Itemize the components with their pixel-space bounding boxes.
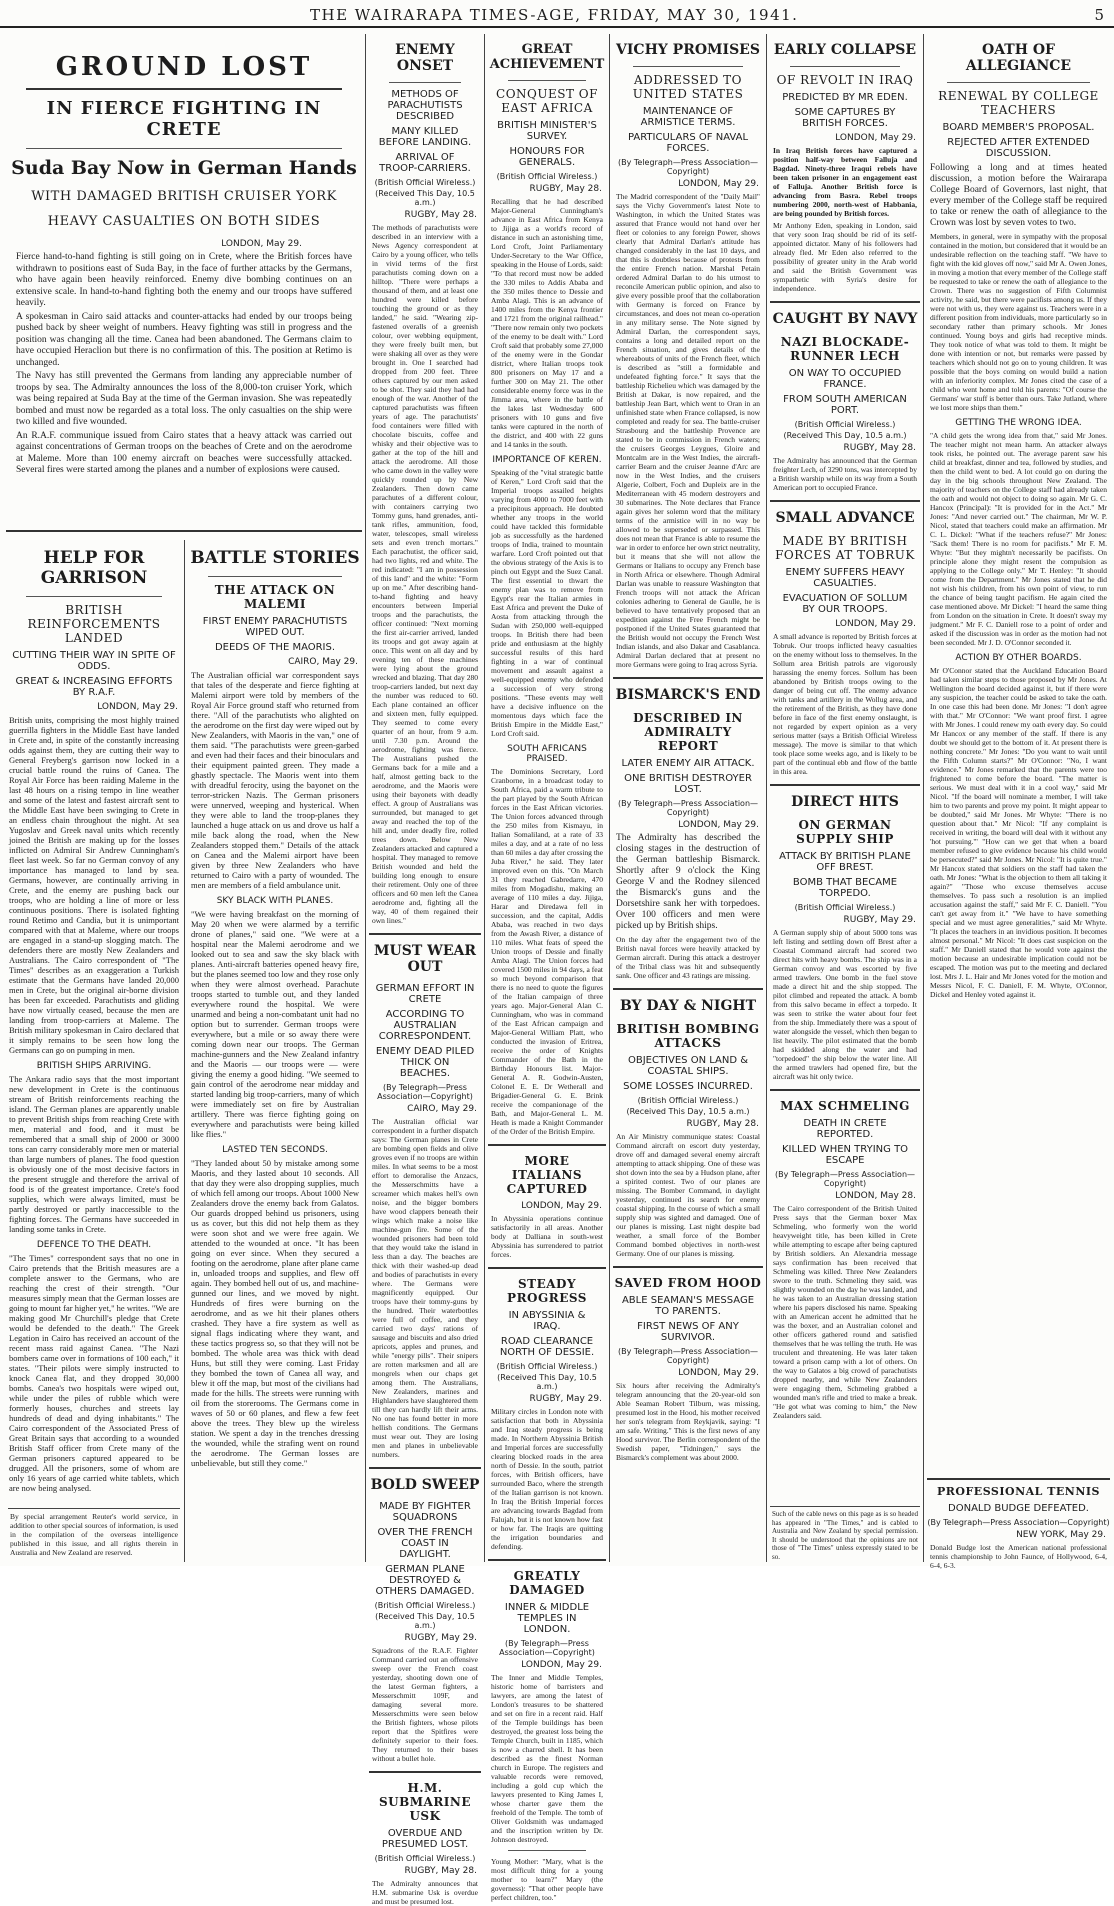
small-advance-headline: SMALL ADVANCE — [775, 510, 915, 526]
schmeling-wire: (By Telegraph—Press Association—Copyright) — [774, 1170, 916, 1188]
direct-hits-sub-2: ATTACK BY BRITISH PLANE OFF BREST. — [779, 851, 911, 873]
sweep-headline: BOLD SWEEP — [370, 1477, 480, 1493]
battle-text: The Australian official war correspondent says that tales of the desperate and fierce fighting at Malemi airport were told by members of the Royal Air Force ground staff who returned from there. "All of the parachutists who alighted on the aerodrome on the first day were wiped out by New Zealanders, with Maoris in the van," one of them said. "The parachutists were green-garbed and even had their faces and their binoculars and their equipment painted green. They made a ghastly spectacle. The Maoris went into them with dreadful ferocity, using the bayonet on the terror-stricken Nazis. The German prisoners were unnerved, weeping and hysterical. When they were able to land the troop-planes they launched a huge attack on us and drove us half a mile back along the road, when the New Zealanders stopped them." Details of the attack on Canea and the Malemi airport have been given by three New Zealanders who have returned to Cairo with a party of wounded. The men are members of a field ambulance unit. — [191, 670, 359, 890]
garrison-footnote: By special arrangement Reuter's world service, in addition to other special sources of information, is used in the compilation of the overseas intelligence published in this issue, and all rights therein in Australia and New Zealand are reserved. — [10, 1512, 178, 1557]
vichy-sub-2: MAINTENANCE OF ARMISTICE TERMS. — [640, 106, 736, 128]
oath-text-3: Mr O'Connor stated that the Auckland Education Board had taken similar steps to those proposed by Mr Jones. At Wellington the board decided against it, but if there were any suspicion, the teacher could be asked to take the oath. In one case this had been done. Mr Jones: "I don't agree with that." Mr O'Connor: "We want proof first. I agree with Mr Jones. I could renew my oath every day. So could Mr Hancox or any member of the staff. If there is any doubt we should get to the bottom of it. At present there is nothing concrete." Mr Jones: "Do you want to wait until the Fifth Column starts?" Mr O'Connor: "No, I want evidence." Mr Jones remarked that the parents were too frightened to come before the board. "The matter is serious. We must deal with it in a cool way," said Mr Nicol. "If the board will nominate a member, I will take him to two parents and prove my point. It might appear to be doubted," said Mr Jones. Mr Whyte: "There is no question about that." Mr Nicol: "If any complaint is received in writing, the board will deal with it without any 'hot pursuing.'" "How can we get that when a board member refused to give evidence because his child would be persecuted?" said Mr Jones. Mr Nicol: "It is quite true." Mr Hancox stated that soldiers on the staff had taken the oath. Mr Jones: "What is the objection to them all taking it again?" "Those who excuse themselves accuse themselves. To pass such a resolution is an implied accusation against the staff," said Mr F. C. Daniell. "You can't get away from it." "We have to have something special and we must agree generalities," said Mr Whyte. "It places the teachers in an invidious position. It becomes almost personal." Mr Nicol: "It does cast suspicion on the staff." Mr Daniell stated that he would vote against the motion because an undesirable implication could not be escaped. The motion was put to the meeting and declared lost. Mrs J. L. Hair and Mr Jones voted for the motion and Messrs Nicol, F. C. Daniell, F. M. Whyte, O'Connor, Dickel and Henley voted against it. — [930, 666, 1107, 999]
hood-wire: (By Telegraph—Press Association—Copyright) — [617, 1347, 759, 1365]
wear-text: The Australian official war correspondent in a further dispatch says: The German planes in Crete are bombing open fields and olive groves even if no troops are within miles. In what seems to be a most effort to demoralise the Anzacs, the Messerschmitts have a screamer which makes hell's own noise, and the bigger bombers have wood clappers beneath their wings which make a noise like machine-gun fire. Some of the wounded prisoners had been told that they would take the island in less than a day. The beaches are thick with their washed-up dead and bodies of parachutists in every where. The Germans were magnificently equipped. Our troops have their tommy-guns by the hundred. Their waterbottles were full of coffee, and they carried two days' rations of sausage and biscuits and also dried apricots, apples and prunes, and while "energy pills". Their snipers are rotten marksmen and all are mongrels when our chaps get among them. The Australians, New Zealanders, marines and Highlanders have slaughtered them till they can hardly lift their arms. No one has found better in more hellish conditions. The Germans must wear out. They are losing men and planes in unbelievable numbers. — [372, 1117, 479, 1459]
oath-text: Members, in general, were in sympathy with the proposal contained in the motion, but considered that it would be an undesirable reflection on the teaching staff. "We have to fight with the kid gloves off now," said Mr A. Owen Jones, in moving a motion that every member of the College staff be requested to take or renew the oath of allegiance to the Crown. There was no suggestion of Fifth Columnist activity, he said, but there were pacifists among us. If they were not with us, they were against us. Teachers were in a different position from individuals, more particularly so in secondary rather than primary schools. Mr Jones continued. Young boys and girls had receptive minds. They took notice of what was told to them. It might be done with intention or not, but remarks were passed by teachers which should not go on to young children. It was possible that the boys coming on would build a nation with an inferiority complex. Mr Jones cited the case of a child who went home and told his parents: "Of course the Germans' war stuff is better than ours. Take Jutland, where we lost more ships than them." — [930, 232, 1108, 412]
daynight-sub-2: OBJECTIVES ON LAND & COASTAL SHIPS. — [627, 1055, 749, 1077]
divider — [389, 82, 461, 83]
steady-received: (Received This Day, 10.5 a.m.) — [497, 1373, 597, 1391]
garrison-text-3: "The Times" correspondent says that no one in Cairo pretends that the British measures are a complete answer to the Germans, who are reaching the crest of their strength. "Our measures simply mean that the German losses are going to mount far higher yet," he writes. "We are making good Mr Churchill's pledge that Crete would be defended to the death." The Greek Legation in Cairo has received an account of the recent mass raid against Canea. "The Nazi bombers came over in formations of 100 each," it states. "Their pilots were simply instructed to knock Canea flat, and they dropped 30,000 bombs. Canea's two hospitals were wiped out, while under the piles of rubble which were formerly houses, churches and streets lay hundreds of dead and dying inhabitants." The Cairo correspondent of the Associated Press of Great Britain says that according to a wounded British Staff officer from Crete many of the German prisoners captured appeared to be drugged. All the prisoners, some of whom are only 16 years of age carried white tablets, which are now being analysed. — [9, 1253, 179, 1493]
collapse-text: Mr Anthony Eden, speaking in London, said that very soon Iraq should be rid of its self-appointed dictator. Many of his followers had already fled. Mr Eden also referred to the possibility of greater unity in the Arab world and said the British Government was sympathetic with Syria's desire for independence. — [773, 221, 917, 293]
damaged-sub: INNER & MIDDLE TEMPLES IN LONDON. — [504, 1602, 590, 1635]
oath-sub-2: BOARD MEMBER'S PROPOSAL. — [942, 122, 1095, 133]
daynight-sub-3: SOME LOSSES INCURRED. — [623, 1081, 753, 1092]
masthead-title: THE WAIRARAPA TIMES-AGE, FRIDAY, MAY 30, 1941. — [310, 6, 799, 24]
column-3 — [488, 34, 606, 1902]
damaged-dateline: LONDON, May 29. — [521, 1660, 602, 1670]
battle-sub-2: FIRST ENEMY PARACHUTISTS WIPED OUT. — [202, 616, 348, 638]
damaged-wire: (By Telegraph—Press Association—Copyright) — [499, 1639, 595, 1657]
achievement-sub-3: HONOURS FOR GENERALS. — [509, 146, 585, 168]
divider — [633, 66, 743, 67]
lead-subhead-1: IN FIERCE FIGHTING IN CRETE — [46, 98, 322, 140]
garrison-dateline: LONDON, May 29. — [97, 702, 178, 712]
onset-headline: ENEMY ONSET — [395, 42, 455, 74]
oath-text-2: "A child gets the wrong idea from that," said Mr Jones. The teacher might not mean harm. An attacker always took risks, he pointed out. The average parent saw his child at breakfast, dinner and tea, followed by studies, and then the child went to bed. A lot could go on during the day in the big schools throughout New Zealand. The majority of teachers on the College staff had already taken the oath and would not object to doing so again. Mr G. C. Hancox (Principal): "It is provided for in the Act." Mr Jones: "And never carried out." The chairman, Mr W. P. Nicol, stated that teachers could make an affirmation. Mr C. L. Dickel: "What if the teachers refuse?" Mr Jones: "Sack them! There is no room for pacifists." Mr F. M. Whyte: "But they mightn't necessarily be pacifists. On principle alone they might resent the compulsion as applying to the College only." Mr T. Henley: "It should come from the Department." Mr Jones stated that he did not wish his children, from his own point of view, to run the chance of being taught pacifism. He again cited the case mentioned above. Mr Dickel: "I heard the same thing from London on the situation in Crete. It doesn't sway my judgment." Mr F. C. Daniell rose to a point of order and asked if the discussion was in order as the motion had not been seconded. Mr J. D. O'Connor seconded it. — [930, 431, 1107, 647]
garrison-story — [6, 540, 182, 1562]
divider — [369, 1467, 481, 1469]
wear-sub-3: ENEMY DEAD PILED THICK ON BEACHES. — [375, 1046, 475, 1079]
steady-sub-1: IN ABYSSINIA & IRAQ. — [508, 1310, 586, 1332]
steady-headline: STEADY PROGRESS — [507, 1277, 587, 1305]
italians-dateline: LONDON, May 29. — [521, 1201, 602, 1211]
column-rule — [923, 34, 924, 1562]
wear-sub-2: ACCORDING TO AUSTRALIAN CORRESPONDENT. — [378, 1009, 472, 1042]
bismarck-wire: (By Telegraph—Press Association—Copyright) — [617, 799, 759, 817]
collapse-sub-1: OF REVOLT IN IRAQ — [776, 73, 914, 87]
divider — [770, 784, 920, 786]
wear-dateline: CAIRO, May 29. — [407, 1104, 477, 1114]
daynight-received: (Received This Day, 10.5 a.m.) — [626, 1107, 750, 1116]
schmeling-dateline: LONDON, May 28. — [835, 1191, 916, 1201]
column-4 — [613, 34, 763, 1562]
column-rule — [484, 34, 485, 1562]
achievement-sub-1: CONQUEST OF EAST AFRICA — [496, 87, 598, 115]
navy-dateline: RUGBY, May 28. — [843, 443, 916, 453]
italians-text: In Abyssinia operations continue satisfactorily in all areas. Another body at Dalliana in south-west Abyssinia has surrendered to patriot forces. — [491, 1214, 603, 1259]
collapse-dateline: LONDON, May 29. — [835, 133, 916, 143]
divider — [790, 66, 900, 67]
column-rule — [365, 34, 366, 1562]
divider — [488, 1267, 606, 1269]
sweep-wire: (British Official Wireless.) — [374, 1601, 476, 1610]
divider — [613, 988, 763, 990]
onset-sub-2: MANY KILLED BEFORE LANDING. — [378, 126, 472, 148]
masthead — [0, 4, 1114, 28]
daynight-headline: BY DAY & NIGHT — [619, 998, 757, 1014]
garrison-text: British units, comprising the most highly trained guerrilla fighters in the Middle East have landed in Crete and, in spite of the constantly increasing odds against them, they are cutting their way to General Freyberg's garrison now locked in a crucial battle round the ruins of Canea. The Royal Air Force has been raiding Maleme in the last 48 hours on a rising tempo in line weather and some of the latest and fastest aircraft sent to the Middle East have been swinging to Crete in an endless chain throughout the night. At sea Yugoslav and Greek naval units which recently joined the British are making up for the losses inflicted on Admiral Sir Andrew Cunningham's fleet last week. So far no German convoy of any importance has managed to land by sea. Germans, however, are continually arriving in Crete, and the enemy are pushing back our troops, who are holding a line of more or less continuous positions. There is isolated fighting round Retimo and Candia, but it is unimportant compared with that at Maleme, where our troops are engaged in a stand-up slogging match. The defenders there are mostly New Zealanders and Australians. The Cairo correspondent of "The Times" describes as an exaggeration a Turkish estimate that the Germans have landed 20,000 men in Crete, but the original air-borne division has been far exceeded. Parachutists and gliding have now virtually ceased, because the men are landing from troop-carriers at Maleme. The British military spokesman in Cairo declared that it simply remains to be seen how long the Germans can go on pumping in men. — [9, 715, 179, 1055]
small-advance-dateline: LONDON, May 29. — [835, 619, 916, 629]
divider — [369, 1771, 481, 1773]
vichy-headline: VICHY PROMISES — [616, 42, 760, 58]
damaged-text: The Inner and Middle Temples, historic home of barristers and lawyers, are among the latest of London's treasures to be shattered and set on fire in a recent raid. Half of the Temple buildings has been destroyed, the greatest loss being the Temple Church, built in 1185, which is now a charred shell. It has been described as the finest Norman church in Europe. The registers and valuable records were removed, including a gold cup which the lawyers presented to King James I, whose charter gave them the freehold of the Temple. The tomb of Oliver Goldsmith was undamaged and the inscription written by Dr. Johnson destroyed. — [491, 1673, 603, 1844]
navy-headline: CAUGHT BY NAVY — [772, 311, 918, 327]
italians-headline: MORE ITALIANS CAPTURED — [506, 1154, 588, 1196]
onset-text: The methods of parachutists were described in an interview with a News Agency correspondent at Cairo by a young officer, who tells in vivid terms of the first parachutists coming down on a hilltop. "There were perhaps a thousand of them, and at least one hundred were killed before touching the ground or as they landed," he said. "Wearing zip-fastened overalls of a greenish colour, over webbing equipment, they were freely built men, but were shaking all over as they were brought in. One I searched had dropped from 200 feet. Three others captured by our men asked to be shot. They said they had had enough of the war. Another of the captured parachutists was fifteen years of age. The parachutists' food containers were filled with chocolate biscuits, coffee and whisky and their objective was to gather at the top of the hill and attack the aerodrome. All those who came down in the valley were quickly rounded up by New Zealanders. Then down came parachutes of a different colour, with containers carrying two Tommy guns, hand grenades, anti-tank rifles, ammunition, food, water, telescopes, small wireless sets and even trench mortars." Each parachutist, the officer said, had two lights, red and white. The red indicated: "I am in possession of this land" and the white: "Form up on me." After describing hand-to-hand fighting and heavy encounters between Imperial troops and the parachutists, the officer continued: "Next morning the first air-carrier arrived, landed its troops and got away again at once. This went on all day and by evening ten of these machines were lying about the ground wrecked and blazing. That day 280 troop-carriers landed, but next day the number was reduced to 60. Each plane contained an officer and sixteen men, fully equipped. They seemed to come every quarter of an hour, from 9 a.m. until 7.30 p.m. Around the aerodrome, fighting was fierce. The Australians pushed the Germans back for a mile and a half, almost getting back to the aerodrome, and the Maoris were using their bayonets with deadly effect. A group of Australians was surrounded, but managed to get away and reached the top of the hill and, under deadly fire, rolled trees down. Below New Zealanders attacked and captured a hospital. They managed to remove British wounded and held the building long enough to ensure their retirement. Only one of three officers and 60 men left the Canea aerodrome and, fighting all the way, 40 of them regained their own lines." — [372, 223, 478, 925]
oath-section-2: ACTION BY OTHER BOARDS. — [955, 653, 1082, 663]
usk-sub: OVERDUE AND PRESUMED LOST. — [381, 1828, 469, 1850]
oath-lead: Following a long and at times heated discussion, a motion before the Wairarapa College Board of Governors, last night, that every member of the College staff be required to take or renew the oath of allegiance to the Crown was lost by seven votes to two. — [930, 163, 1107, 228]
onset-wire: (British Official Wireless.) — [374, 178, 476, 187]
direct-hits-wire: (British Official Wireless.) — [794, 903, 896, 912]
divider — [488, 1144, 606, 1146]
footnote-rule — [8, 1508, 180, 1560]
divider — [26, 148, 342, 149]
tennis-story — [927, 1478, 1110, 1570]
column-2 — [369, 34, 481, 1906]
battle-section-1: SKY BLACK WITH PLANES. — [216, 896, 334, 906]
tennis-dateline: NEW YORK, May 29. — [1016, 1530, 1106, 1540]
lead-headline: GROUND LOST — [55, 52, 313, 82]
schmeling-sub-1: DEATH IN CRETE REPORTED. — [803, 1118, 887, 1140]
battle-section-2: LASTED TEN SECONDS. — [222, 1145, 328, 1155]
sweep-sub-3: GERMAN PLANE DESTROYED & OTHERS DAMAGED. — [375, 1564, 475, 1597]
divider — [369, 933, 481, 935]
lead-para-3: The Navy has still prevented the Germans from landing any appreciable number of troops by sea. The Admiralty announces the loss of the 8,000-ton cruiser York, which was being repaired at Suda Bay at the time of the German invasion. She was repeatedly bombed and must now be regarded as a total loss. The only casualties on the ship were two killed and five wounded. — [16, 371, 352, 427]
hood-sub-1: ABLE SEAMAN'S MESSAGE TO PARENTS. — [621, 1295, 755, 1317]
damaged-headline: GREATLY DAMAGED — [509, 1569, 585, 1597]
sweep-sub-2: OVER THE FRENCH COAST IN DAYLIGHT. — [377, 1527, 473, 1560]
divider — [208, 576, 342, 577]
sweep-received: (Received This Day, 10.5 a.m.) — [375, 1612, 475, 1630]
schmeling-sub-2: KILLED WHEN TRYING TO ESCAPE — [781, 1144, 909, 1166]
small-advance-sub-1: MADE BY BRITISH FORCES AT TOBRUK — [775, 534, 915, 562]
tennis-headline: PROFESSIONAL TENNIS — [937, 1485, 1100, 1498]
garrison-sub-2: CUTTING THEIR WAY IN SPITE OF ODDS. — [12, 650, 176, 672]
usk-headline: H.M. SUBMARINE USK — [378, 1781, 472, 1823]
onset-sub-3: ARRIVAL OF TROOP-CARRIERS. — [379, 152, 471, 174]
onset-received: (Received This Day, 10.5 a.m.) — [375, 189, 475, 207]
tennis-text: Donald Budge lost the American national professional tennis championship to John Faunce, of Hollywood, 6-4, 6-4, 6-3. — [930, 1543, 1107, 1570]
page-number: 5 — [1094, 6, 1104, 24]
garrison-section-1: BRITISH SHIPS ARRIVING. — [36, 1061, 152, 1071]
daynight-text: An Air Ministry communique states: Coastal Command aircraft on escort duty yesterday, drove off and damaged several enemy aircraft attempting to attack shipping. One of these was shot down into the sea by a Hudson plane, after a spirited contest. Two of our planes are missing. The Bomber Command, in daylight yesterday, continued its search for enemy coastal shipping. In the course of which a small supply ship was sighted and damaged. One of our planes is missing. Last night despite bad weather, a small force of the Bomber Command bombed objectives in north-west Germany. One of our planes is missing. — [616, 1132, 760, 1258]
schmeling-headline: MAX SCHMELING — [780, 1099, 910, 1113]
small-advance-sub-3: EVACUATION OF SOLLUM BY OUR TROOPS. — [782, 593, 908, 615]
lead-para-2: A spokesman in Cairo said attacks and counter-attacks had ended by our troops being pushed back by sheer weight of numbers. Heavy fighting was still in progress and the position was changing all the time. Canea had been abandoned. The Germans claim to have occupied Heraclion but there is no confirmation of this. The position at Retimo is unchanged. — [16, 311, 352, 368]
navy-received: (Received This Day, 10.5 a.m.) — [783, 431, 907, 440]
achievement-headline: GREAT ACHIEVEMENT — [489, 42, 605, 72]
battle-headline: BATTLE STORIES — [190, 548, 360, 568]
oath-headline: OATH OF ALLEGIANCE — [965, 42, 1072, 74]
schmeling-text: The Cairo correspondent of the British United Press says that the German boxer Max Schmeling, who formerly won the world heavyweight title, has been killed in Crete while attempting to escape after being captured by British soldiers. An Alexandria message says confirmation has been received that Schmeling was killed. Three New Zealanders swore to the truth. Schmeling they said, was slightly wounded on the day he was landed, and he was taken to an Australian dressing station where his papers disclosed his name. Speaking with an American accent he admitted that he was the boxer, and an Australian colonel and other officers gathered round and satisfied themselves that he was telling the truth. He was truculent and threatening. He was later taken toward a prison camp with a lot of others. On the way to Galatos a big crowd of parachutists dropped nearby, and while New Zealanders were engaging them, Schmeling grabbed a wounded man's rifle and tried to make a break. "He got what was coming to him," the New Zealanders said. — [773, 1204, 917, 1420]
column-5 — [770, 34, 920, 1562]
hood-dateline: LONDON, May 29. — [678, 1368, 759, 1378]
divider — [26, 88, 342, 90]
divider — [770, 1089, 920, 1091]
sweep-dateline: RUGBY, May 29. — [404, 1633, 477, 1643]
divider — [770, 301, 920, 303]
oath-sub-1: RENEWAL BY COLLEGE TEACHERS — [938, 89, 1099, 117]
lead-subhead-4: HEAVY CASUALTIES ON BOTH SIDES — [47, 214, 321, 229]
achievement-wire: (British Official Wireless.) — [496, 172, 598, 181]
garrison-sub-3: GREAT & INCREASING EFFORTS BY R.A.F. — [15, 676, 173, 698]
footnote-rule — [770, 1506, 920, 1563]
daynight-dateline: RUGBY, May 28. — [686, 1119, 759, 1129]
wear-headline: MUST WEAR OUT — [374, 943, 476, 975]
bismarck-dateline: LONDON, May 29. — [678, 820, 759, 830]
hood-sub-2: FIRST NEWS OF ANY SURVIVOR. — [637, 1321, 739, 1343]
battle-dateline: CAIRO, May 29. — [288, 657, 358, 667]
battle-sub-3: DEEDS OF THE MAORIS. — [214, 642, 336, 653]
achievement-text: Recalling that he had described Major-General Cunningham's advance in East Africa from Kenya to Jijiga as a world's record of distance in such an astonishing time, Lord Croft, Joint Parliamentary Under-Secretary to the War Office, speaking in the House of Lords, said: "To that record must now be added the 330 miles to Addis Ababa and the 350 miles thence to Dessie and Amba Alagi. This is an advance of 1400 miles from the Kenya frontier and 1721 from the original railhead." "There now remain only two pockets of the enemy to be dealt with." Lord Croft said that probably some 27,000 of the enemy were in the Gondar district, where Italian troops took 800 prisoners on May 17 and a further 300 on May 21. The other considerable enemy force was in the Jimma area, where in the battle of the lakes last Wednesday 600 prisoners with 10 guns and five tanks were captured in the north of the district, and 400 with 22 guns and 14 tanks in the south. — [491, 197, 603, 449]
column-rule — [609, 34, 610, 1562]
divider — [26, 596, 162, 597]
small-advance-sub-2: ENEMY SUFFERS HEAVY CASUALTIES. — [785, 567, 905, 589]
collapse-sub-2: PREDICTED BY MR EDEN. — [782, 92, 908, 103]
garrison-headline: HELP FOR GARRISON — [40, 548, 148, 588]
daynight-wire: (British Official Wireless.) — [637, 1096, 739, 1105]
divider — [613, 677, 763, 679]
divider — [770, 500, 920, 502]
times-footnote: Such of the cable news on this page as is so headed has appeared in "The Times," and is cabled to Australia and New Zealand by special permission. It should be understood that the opinions are not those of "The Times" unless expressly stated to be so. — [772, 1510, 918, 1561]
garrison-sub-1: BRITISH REINFORCEMENTS LANDED — [27, 603, 161, 645]
achievement-dateline: RUGBY, May 28. — [529, 184, 602, 194]
navy-sub-3: FROM SOUTH AMERICAN PORT. — [783, 394, 907, 416]
garrison-text-2: The Ankara radio says that the most important new development in Crete is the continuous stream of British reinforcements reaching the island. The German planes are apparently unable to prevent British ships from reaching Crete with men, material and food, and it must be remembered that a small ship of 2000 or 3000 tons can carry considerably more men or material than large numbers of planes. The food question is obviously one of the most decisive factors in the present struggle and therefore the arrival of food is of the greatest importance. Crete's food supplies, which were always limited, must be partly destroyed or partly inaccessible to the fighting forces. The Germans have succeeded in landing some tanks in Crete. — [9, 1074, 179, 1234]
battle-text-2: "We were having breakfast on the morning of May 20 when we were alarmed by a terrific drone of planes," said one. "We were at a hospital near the Malemi aerodrome and we looked out to sea and saw the sky black with planes. Anti-aircraft batteries opened heavy fire, but the planes seemed too low and they rose only when they were almost overhead. Parachute troops started to tumble out, and they landed everywhere round the hospital. We were unarmed and being a non-combatant unit had no option but to surrender. German troops were everywhere, but a mile or so away there were coming down near our troops. The German machine-gunners and the New Zealand infantry and the Maoris — our troops were — were giving the enemy a good hiding. "We seemed to gain control of the aerodrome near midday and started landing big troop-carriers, many of which were immediately set on fire by Australian artillery. There was fierce fighting going on everywhere and parachutists were being killed like flies." — [191, 909, 359, 1139]
garrison-section-2: DEFENCE TO THE DEATH. — [36, 1240, 152, 1250]
achievement-section-2: SOUTH AFRICANS PRAISED. — [507, 744, 587, 764]
daynight-sub-1: BRITISH BOMBING ATTACKS — [616, 1022, 760, 1050]
navy-wire: (British Official Wireless.) — [794, 420, 896, 429]
tennis-sub: DONALD BUDGE DEFEATED. — [948, 1503, 1089, 1514]
lead-subhead-2: Suda Bay Now in German Hands — [11, 157, 357, 179]
closing-joke: Young Mother: "Mary, what is the most difficult thing for a young mother to learn?" Mary (the governess): "That other people have perfect children, too." — [491, 1857, 603, 1902]
collapse-lead: In Iraq British forces have captured a position half-way between Falluja and Bagdad. Ninety-three Iraqui rebels have been taken prisoner in an engagement east of Falluja. Another British force is advancing from Basra. Rebel troops numbering 2000, north-west of Habbania, are being pounded by British forces. — [773, 146, 917, 218]
divider — [613, 1266, 763, 1268]
steady-dateline: RUGBY, May 29. — [529, 1394, 602, 1404]
lead-story — [6, 34, 362, 534]
navy-sub-1: NAZI BLOCKADE-RUNNER LECH — [780, 335, 910, 363]
steady-wire: (British Official Wireless.) — [496, 1362, 598, 1371]
wear-sub-1: GERMAN EFFORT IN CRETE — [375, 983, 475, 1005]
oath-section-1: GETTING THE WRONG IDEA. — [955, 418, 1082, 428]
column-rule — [184, 540, 185, 1562]
usk-dateline: RUGBY, May 28. — [404, 1866, 477, 1876]
collapse-headline: EARLY COLLAPSE — [773, 42, 917, 58]
column-rule — [766, 34, 767, 1562]
navy-text: The Admiralty has announced that the German freighter Lech, of 3290 tons, was intercepted by a British warship while on its way from a South American port to occupied France. — [773, 456, 917, 492]
battle-text-3: "They landed about 50 by mistake among some Maoris, and they lasted about 10 seconds. All that day they were also dropping supplies, much of which fell among our troops. About 1000 New Zealanders drove the enemy back from Galatos. Our guards dropped behind us prisoners, using us as cover, but this did not help them as they were soon shot and we were free again. We attended to the wounded at once. "It has been going on ever since. When they secured a footing on the aerodrome, plane after plane came in, unloaded troops and supplies, and flew off again. They bombed hell out of us, and machine-gunned our lines, and we moved by night. Hundreds of fires were burning on the aerodrome, and as we hit their planes others crashed. They have a fire system as well as signal flags indicating where they want, and these tactics progress so, so that they will not be bombed. The whole area was thick with dead Huns, but still they were coming. Last Friday they bombed the town of Canea all way, and blew it off the map, but most of the civilians had made for the hills. The streets were running with oil from the storerooms. The Germans come in waves of 50 or 60 planes, and flew a few feet above the trees. They blew up the wireless station. We spent a day in the trenches dressing the wounded, while the strafing went on round the aerodrome. The German losses are unbelievable, but still they come." — [191, 1158, 359, 1468]
achievement-text-3: The Dominions Secretary, Lord Cranborne, in a broadcast today to South Africa, paid a warm tribute to the part played by the South African forces in the East African victories. The Union forces advanced through the 250 miles from Kismayu, in Italian Somaliland, at a rate of 33 miles a day, and at a rate of no less than 60 miles a day after crossing the Juba River," he said. They later improved even on this. "On March 31 they reached Gabredarre, 470 miles from Mogadishu, making an average of 110 miles a day. Jijiga, Harar and Diredawa fell in succession, and the capital, Addis Ababa, was reached in two days from the Awash River, a distance of 110 miles. What feats of speed the Union troops of Dessie and finally Amba Alagi. The Union forces had covered 1500 miles in 94 days, a feat so much beyond comparison that there is no need to quote the figures of the Italian campaign of three years ago. Major-General Alan C. Cunningham, who was in command of the East African campaign and Major-General William Platt, who conducted the invasion of Eritrea, receive the order of Knights Commander of the Bath in the Birthday Honours list. Major-General A. R. Godwin-Austen, Colonel E. E. Dr Wetherall and Brigadier-General G. E. Brink receive the companionage of the Bath, and Major-General L. M. Heath is made a Knight Commander of the Order of the British Empire. — [491, 767, 603, 1136]
sweep-text: Squadrons of the R.A.F. Fighter Command carried out an offensive sweep over the French coast yesterday, shooting down one of the latest German fighters, a Messerschmitt 109F, and damaging several more. Messerschmitts were seen below the British fighters, whose pilots report that the Spitfires were definitely superior to their foes. They returned to their bases without a bullet hole. — [372, 1646, 478, 1763]
column-6 — [927, 34, 1110, 1562]
hood-text: Six hours after receiving the Admiralty's telegram announcing that the 20-year-old son Able Seaman Robert Tilburn, was missing, presumed lost in the Hood, his mother received her son's telegram from Reykjavik, saying: "I am safe. Writing." This is the first news of any Hood survivor. The Berlin correspondent of the Swedish paper, "Tidningen," says the Bismarck's complement was about 2000. — [616, 1381, 760, 1462]
direct-hits-headline: DIRECT HITS — [791, 794, 899, 810]
battle-sub-1: THE ATTACK ON MALEMI — [214, 583, 336, 611]
achievement-section-1: IMPORTANCE OF KEREN. — [492, 455, 602, 465]
steady-sub-2: ROAD CLEARANCE NORTH OF DESSIE. — [499, 1336, 595, 1358]
small-advance-text: A small advance is reported by British forces at Tobruk. Our troops inflicted heavy casualties on the enemy without loss to themselves. In the Sollum area British patrols are vigorously harassing the enemy forces. Sollum has been abandoned by British troops owing to the danger of being cut off. The enemy advance with tanks and artillery in the Wollug area, and the retirement of the British, as they have done before in face of the first enemy onslaught, is not regarded by expert opinion as a very serious matter (says a British Official Wireless message). The move is similar to that which took place some weeks ago, and is likely to be part of the continual ebb and flow of the battle in this area. — [773, 632, 917, 776]
bismarck-sub-1: DESCRIBED IN ADMIRALTY REPORT — [633, 711, 743, 753]
sweep-sub-1: MADE BY FIGHTER SQUADRONS — [379, 1501, 471, 1523]
bismarck-sub-3: ONE BRITISH DESTROYER LOST. — [624, 773, 752, 795]
lead-subhead-3: WITH DAMAGED BRITISH CRUISER YORK — [31, 189, 337, 204]
hood-headline: SAVED FROM HOOD — [614, 1276, 762, 1290]
usk-wire: (British Official Wireless.) — [374, 1854, 476, 1863]
vichy-sub-1: ADDRESSED TO UNITED STATES — [632, 73, 744, 101]
lead-para-1: Fierce hand-to-hand fighting is still going on in Crete, where the British forces have withdrawn to positions east of Suda Bay, in the face of further attacks by the Germans, who have again been heavily reinforced. Enemy dive bombing continues on an extensive scale. In hand-to-hand fighting both the enemy and our troops have suffered heavily. — [16, 252, 352, 308]
achievement-text-2: Speaking of the "vital strategic battle of Keren," Lord Croft said that the Imperial troops assailed heights varying from 4000 to 7000 feet with a precipitous approach. He doubted whether any troops in the world could have tackled this formidable job as successfully as the hardened troops of India, trained to mountain warfare. Lord Croft pointed out that the obvious strategy of the Axis is to pinch out Egypt and the Suez Canal. The first essential to thwart the enemy plan was to remove from Egypt's rear the Italian armies in East Africa and prevent the Duke of Aosta from attacking through the Sudan with 250,000 well-equipped troops. In British there had been pride and enthusiasm at the highly successful results of this hard fighting in a war of continual movement and assault against a well-equipped enemy who defended a succession of very strong positions. "These events may well have a decisive influence on the momentous days which face the British Empire in the Middle East," Lord Croft said. — [491, 468, 603, 738]
vichy-dateline: LONDON, May 29. — [678, 179, 759, 189]
lead-dateline: LONDON, May 29. — [221, 239, 302, 249]
direct-hits-sub-1: ON GERMAN SUPPLY SHIP — [796, 818, 894, 846]
divider — [508, 1850, 586, 1851]
navy-sub-2: ON WAY TO OCCUPIED FRANCE. — [788, 368, 902, 390]
vichy-sub-3: PARTICULARS OF NAVAL FORCES. — [627, 132, 749, 154]
wear-wire: (By Telegraph—Press Association—Copyright) — [377, 1083, 473, 1101]
oath-sub-3: REJECTED AFTER EXTENDED DISCUSSION. — [947, 137, 1090, 159]
steady-text: Military circles in London note with satisfaction that both in Abyssinia and Iraq steady progress is being made. In Northern Abyssinia British and Imperial forces are successfully clearing blocked roads in the area north of Dessie. In the south, patriot forces, with British officers, have surrounded Baco, where the strength of the Italian garrison is not known. In Iraq the British Imperial forces are advancing towards Bagdad from Falujah, but it is not known how fast or how far. The Iraqis are quitting the irrigation boundaries and defending. — [491, 1407, 603, 1551]
bismarck-sub-2: LATER ENEMY AIR ATTACK. — [621, 758, 755, 769]
direct-hits-sub-3: BOMB THAT BECAME TORPEDO. — [792, 877, 898, 899]
tennis-wire: (By Telegraph—Press Association—Copyright) — [927, 1518, 1110, 1527]
vichy-text: The Madrid correspondent of the "Daily Mail" says the Vichy Government's latest Note to Washington, in which the United States was assured that France would not hand over her fleet or colonies to any foreign Power, shows clearly that Admiral Darlan's attitude has changed considerably in the last 10 days, and that this is doubtless because of protests from the entire French nation. Marshal Petain ordered Admiral Darlan to do his utmost to reconcile American public opinion, and also to give every possible proof that the collaboration with Germany is forced on France by circumstances, and does not mean co-operation in any military sense. The Note signed by Admiral Darlan, the correspondent says, contains a long and detailed report on the French situation, and gives details of the whereabouts of units of the French fleet, which is described as "still a formidable and undefeated fighting force." It says that the battleship Richelieu which was damaged by the British at Dakar, is now repaired, and the battleship Jean Bart, which went to Oran in an unfinished state when France collapsed, is now completed and ready for sea. The battle-cruiser Strasbourg and the battleship Provence are stated to be in commission in French waters; the cruisers Georges Leygues, Gloire and Montcalm are in the West Indies, the aircraft-carrier Bearn and the cruiser Jeanne d'Arc are now in the West Indies, and the cruisers Algerie, Colbert, Foch and Dupleix are in the Mediterranean with 45 modern destroyers and 30 submarines. The Note declares that France again gives her solemn word that the military terms of the armistice will in no way be allowed to be superseded or surpassed. This does not mean that France is able to resume the war in order to enforce her own strict neutrality, but it means that she will not allow the Germans or Italians to occupy any French base in North Africa or elsewhere. Though Admiral Darlan was unable to reassure Washington that French troops will not attack the African colonies adhering to General de Gaulle, he is believed to have tentatively proposed that an expedition against the Free French might be postponed if the United States guaranteed that the British would not occupy the French West Indian islands, and also Dakar and Casablanca. Admiral Darlan declared that at present no more Germans were going to Iraq across Syria. — [616, 192, 760, 669]
usk-text: The Admiralty announces that H.M. submarine Usk is overdue and must be presumed lost. — [372, 1879, 478, 1906]
divider — [488, 1559, 606, 1561]
onset-sub-1: METHODS OF PARACHUTISTS DESCRIBED — [387, 89, 463, 122]
divider — [508, 80, 586, 81]
bismarck-text: On the day after the engagement two of the British naval forces were heavily attacked by German aircraft. During this attack a destroyer of the Tribal class was hit and subsequently sank. One officer and 43 ratings are missing. — [616, 935, 760, 980]
collapse-sub-3: SOME CAPTURES BY BRITISH FORCES. — [794, 107, 896, 129]
bismarck-headline: BISMARCK'S END — [615, 687, 761, 703]
vichy-wire: (By Telegraph—Press Association—Copyright) — [617, 158, 759, 176]
divider — [6, 530, 362, 532]
battle-story — [188, 540, 362, 1562]
divider — [947, 82, 1090, 83]
onset-dateline: RUGBY, May 28. — [404, 210, 477, 220]
direct-hits-text: A German supply ship of about 5000 tons was left listing and settling down off Brest after a Coastal Command aircraft had scored two direct hits with heavy bombs. The ship was in a German convoy and was escorted by five armed trawlers. One bomb in the fuel stove made a direct hit and the ship stopped. The pilot climbed and repeated the attack. A bomb from this salvo became in effect a torpedo. It was seen to strike the water about four feet from the ship. Immediately there was a spout of water alongside the vessel, which then began to list heavily. The pilot estimated that the bomb had skidded along the water and had "torpedoed" the ship below the water line. All the armed trawlers had opened fire, but the aircraft was hit only twice. — [773, 928, 917, 1081]
bismarck-lead: The Admiralty has described the closing stages in the destruction of the German battleship Bismarck. Shortly after 9 o'clock the King George V and the Rodney silenced the Bismarck's guns and the Dorsetshire sank her with torpedoes. Over 100 officers and men were picked up by British ships. — [616, 833, 760, 931]
lead-para-4: An R.A.F. communique issued from Cairo states that a heavy attack was carried out against concentrations of German troops on the beaches of Crete and on the aerodrome at Maleme. More than 100 enemy aircraft on beaches were successfully attacked. Several fires were started among the planes and a number of explosions were caused. — [16, 430, 352, 475]
direct-hits-dateline: RUGBY, May 29. — [843, 915, 916, 925]
achievement-sub-2: BRITISH MINISTER'S SURVEY. — [497, 120, 597, 142]
